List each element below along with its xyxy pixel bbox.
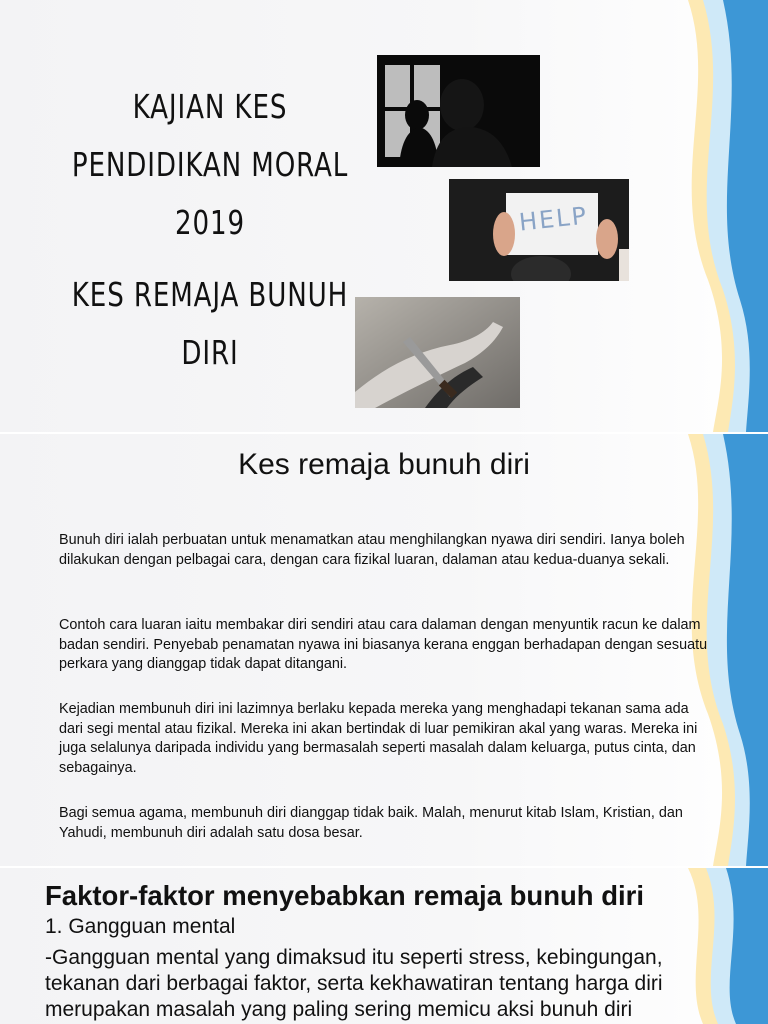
slide-title: Kes remaja bunuh diri xyxy=(238,448,530,481)
title-line: PENDIDIKAN MORAL xyxy=(71,145,349,184)
title-line: KES REMAJA BUNUH xyxy=(71,275,349,314)
silhouette-photo xyxy=(377,55,540,167)
wrist-knife-photo xyxy=(355,297,520,408)
list-item: 1. Gangguan mental xyxy=(45,915,236,938)
paragraph: Bagi semua agama, membunuh diri dianggap tidak baik. Malah, menurut kitab Islam, Kristian, dan Yahudi, membunuh diri adalah satu dosa besar. xyxy=(59,805,683,841)
wave-decoration xyxy=(678,0,768,432)
paragraph: Kejadian membunuh diri ini lazimnya berlaku kepada mereka yang menghadapi tekanan sama ada dari segi mental atau fizikal. Mereka ini akan bertindak di luar pemikiran akal yang waras. Mereka ini juga selalunya daripada individu yang bermasalah seperti masalah dalam keluarga, putus cinta, dan sebagainya. xyxy=(59,701,698,776)
slide-2 xyxy=(0,434,768,866)
title-line: DIRI xyxy=(181,333,239,372)
paragraph: Bunuh diri ialah perbuatan untuk menamatkan atau menghilangkan nyawa diri sendiri. Ianya boleh dilakukan dengan pelbagai cara, dengan cara fizikal luaran, dalaman atau kedua-duanya sekali. xyxy=(59,532,685,568)
title-line: KAJIAN KES xyxy=(132,87,288,126)
help-sign-text: HELP xyxy=(517,201,590,237)
slide-1 xyxy=(0,0,768,432)
body-text: -Gangguan mental yang dimaksud itu seperti stress, kebingungan, tekanan dari berbagai faktor, serta kekhawatiran tentang harga diri merupakan masalah yang paling sering memicu aksi bunuh diri xyxy=(45,946,663,1021)
help-sign-photo xyxy=(449,179,629,281)
title-block xyxy=(40,78,380,252)
title-line: 2019 xyxy=(174,203,245,242)
subtitle-block xyxy=(40,266,380,382)
paragraph: Contoh cara luaran iaitu membakar diri sendiri atau cara dalaman dengan menyuntik racun ke dalam badan sendiri. Penyebab penamatan nyawa ini biasanya kerana enggan berhadapan dengan sesuatu perkara yang dianggap tidak dapat ditangani. xyxy=(59,617,708,672)
slide-3 xyxy=(0,868,768,1024)
slide-title: Faktor-faktor menyebabkan remaja bunuh diri xyxy=(45,880,645,911)
